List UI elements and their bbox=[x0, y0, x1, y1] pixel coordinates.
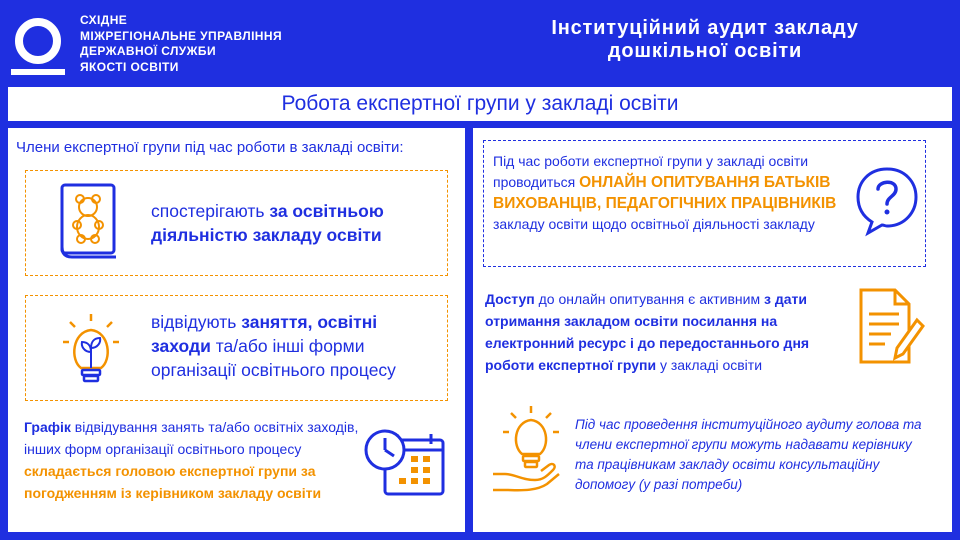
text-part-bold: Графік bbox=[24, 419, 71, 435]
text-part-bold: з дати отримання закладом освіти посилання на електронний ресурс і до передостаннього дня роботи експертної групи bbox=[485, 291, 810, 373]
org-name-line: ДЕРЖАВНОЇ СЛУЖБИ bbox=[80, 44, 216, 58]
org-name-line: СХІДНЕ bbox=[80, 13, 128, 27]
visit-box bbox=[25, 295, 448, 401]
observe-text bbox=[151, 199, 441, 247]
text-part: Під час роботи експертної групи у закладі освіти проводиться bbox=[493, 153, 809, 190]
question-bubble-icon bbox=[854, 165, 920, 237]
text-part: закладу освіти щодо освітньої діяльності закладу bbox=[493, 216, 815, 232]
org-name-line: ЯКОСТІ ОСВІТИ bbox=[80, 59, 179, 74]
text-part-bold: за освітньою діяльністю закладу освіти bbox=[151, 201, 384, 245]
org-name-line: МІЖРЕГІОНАЛЬНЕ УПРАВЛІННЯ bbox=[80, 28, 282, 43]
consult-text: Під час проведення інституційного аудиту голова та члени експертної групи можуть надавати керівнику та працівникам закладу освіти консультаційну допомогу (у разі потреби) bbox=[575, 417, 922, 492]
document-pen-icon bbox=[855, 286, 925, 366]
right-panel bbox=[473, 128, 952, 532]
text-part: спостерігають bbox=[151, 201, 270, 221]
text-part: та/або інші форми організації освітнього процесу bbox=[151, 336, 396, 380]
left-heading: Члени експертної групи під час роботи в закладі освіти: bbox=[16, 139, 404, 156]
survey-box bbox=[483, 140, 926, 267]
page-title-line: дошкільної освіти bbox=[607, 40, 803, 62]
org-logo-icon bbox=[10, 14, 66, 78]
hand-lightbulb-icon bbox=[491, 404, 563, 494]
schedule-text bbox=[24, 416, 364, 504]
lightbulb-plant-icon bbox=[62, 312, 120, 386]
org-name bbox=[80, 13, 282, 75]
observe-box bbox=[25, 170, 448, 276]
page-title bbox=[470, 17, 940, 63]
text-part-bold: заняття, освітні заходи bbox=[151, 312, 378, 356]
clock-calendar-icon bbox=[363, 424, 453, 500]
survey-text bbox=[493, 151, 838, 235]
teddy-book-icon bbox=[56, 181, 120, 263]
section-subtitle: Робота експертної групи у закладі освіти bbox=[8, 87, 952, 121]
text-part: відвідування занять та/або освітніх заходів, інших форм організації освітнього процесу bbox=[24, 419, 359, 457]
text-part-highlight: складається головою експертної групи за погодженням із керівником закладу освіти bbox=[24, 463, 322, 501]
access-text bbox=[485, 288, 845, 376]
text-part: до онлайн опитування є активним bbox=[534, 291, 764, 307]
text-part: у закладі освіти bbox=[656, 357, 763, 373]
text-part-highlight: ОНЛАЙН ОПИТУВАННЯ БАТЬКІВ ВИХОВАНЦІВ, ПЕДАГОГІЧНИХ ПРАЦІВНИКІВ bbox=[493, 174, 837, 212]
text-part: відвідують bbox=[151, 312, 242, 332]
visit-text bbox=[151, 310, 441, 382]
left-panel bbox=[8, 128, 465, 532]
page-title-line: Інституційний аудит закладу bbox=[551, 17, 859, 39]
text-part-bold: Доступ bbox=[485, 291, 535, 307]
